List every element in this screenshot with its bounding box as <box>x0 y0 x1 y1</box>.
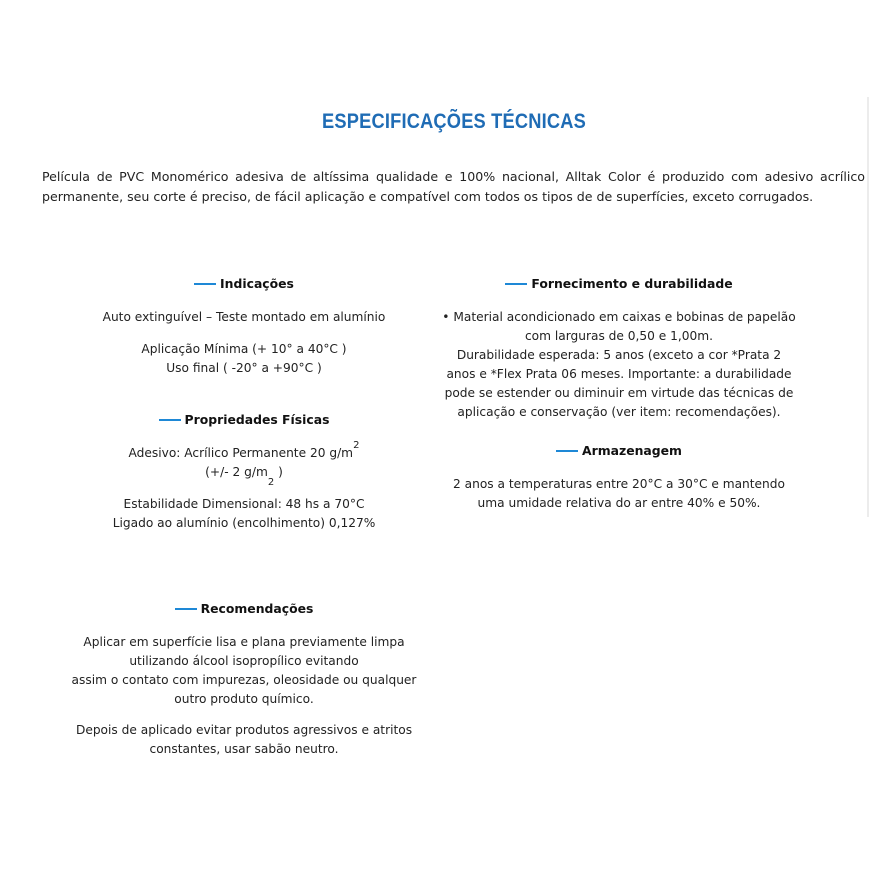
fornecimento-line-1: • Material acondicionado em caixas e bobinas de papelão <box>442 310 796 324</box>
subscript-2: 2 <box>267 477 275 488</box>
section-armazenagem <box>424 441 814 513</box>
section-heading <box>64 599 424 618</box>
fornecimento-line-4: anos e *Flex Prata 06 meses. Importante: a durabilidade <box>446 367 792 381</box>
heading-dash-icon <box>194 283 216 285</box>
section-heading-label: Propriedades Físicas <box>184 412 330 427</box>
heading-dash-icon <box>159 419 181 421</box>
section-propriedades <box>84 410 404 533</box>
indicacoes-line-2: Aplicação Mínima (+ 10° a 40°C ) <box>141 342 347 356</box>
section-heading-label: Armazenagem <box>582 443 682 458</box>
tolerance-close: ) <box>274 465 283 479</box>
page-title: ESPECIFICAÇÕES TÉCNICAS <box>322 110 586 133</box>
recomendacoes-line-5: Depois de aplicado evitar produtos agressivos e atritos <box>75 723 413 737</box>
recomendacoes-line-2: utilizando álcool isopropílico evitando <box>129 654 359 668</box>
fornecimento-line-2: com larguras de 0,50 e 1,00m. <box>524 329 714 343</box>
fornecimento-line-5: pode se estender ou diminuir em virtude das técnicas de <box>444 386 794 400</box>
section-heading <box>424 274 814 293</box>
section-heading-label: Fornecimento e durabilidade <box>531 276 733 291</box>
section-indicacoes <box>84 274 404 378</box>
superscript-2: 2 <box>353 440 360 451</box>
recomendacoes-line-4: outro produto químico. <box>174 692 314 706</box>
section-recomendacoes <box>64 599 424 759</box>
propriedades-line-4: Ligado ao alumínio (encolhimento) 0,127% <box>112 516 376 530</box>
propriedades-tolerance-line <box>84 463 404 488</box>
section-heading-label: Indicações <box>220 276 294 291</box>
propriedades-line-3: Estabilidade Dimensional: 48 hs a 70°C <box>123 497 365 511</box>
adesivo-text: Adesivo: Acrílico Permanente 20 g/m <box>128 446 354 460</box>
recomendacoes-line-6: constantes, usar sabão neutro. <box>149 742 339 756</box>
tolerance-text: (+/- 2 g/m <box>205 465 268 479</box>
fornecimento-line-6: aplicação e conservação (ver item: recomendações). <box>457 405 781 419</box>
fornecimento-line-3: Durabilidade esperada: 5 anos (exceto a cor *Prata 2 <box>456 348 782 362</box>
section-fornecimento <box>424 274 814 422</box>
section-heading <box>84 274 404 293</box>
heading-dash-icon <box>505 283 527 285</box>
section-heading <box>84 410 404 429</box>
propriedades-adesivo-line <box>84 440 404 463</box>
intro-paragraph: Película de PVC Monomérico adesiva de altíssima qualidade e 100% nacional, Alltak Color é produzido com adesivo acrílico permanente, seu corte é preciso, de fácil aplicação e compatível com todos os tipos de de superfícies, exceto corrugados. <box>42 169 865 204</box>
heading-dash-icon <box>556 450 578 452</box>
recomendacoes-line-3: assim o contato com impurezas, oleosidade ou qualquer <box>71 673 417 687</box>
armazenagem-line-2: uma umidade relativa do ar entre 40% e 50%. <box>477 496 761 510</box>
heading-dash-icon <box>175 608 197 610</box>
indicacoes-line-1: Auto extinguível – Teste montado em alumínio <box>102 310 386 324</box>
section-heading-label: Recomendações <box>200 601 314 616</box>
armazenagem-line-1: 2 anos a temperaturas entre 20°C a 30°C e mantendo <box>453 477 785 491</box>
indicacoes-line-3: Uso final ( -20° a +90°C ) <box>166 361 322 375</box>
recomendacoes-line-1: Aplicar em superfície lisa e plana previamente limpa <box>83 635 405 649</box>
section-heading <box>424 441 814 460</box>
